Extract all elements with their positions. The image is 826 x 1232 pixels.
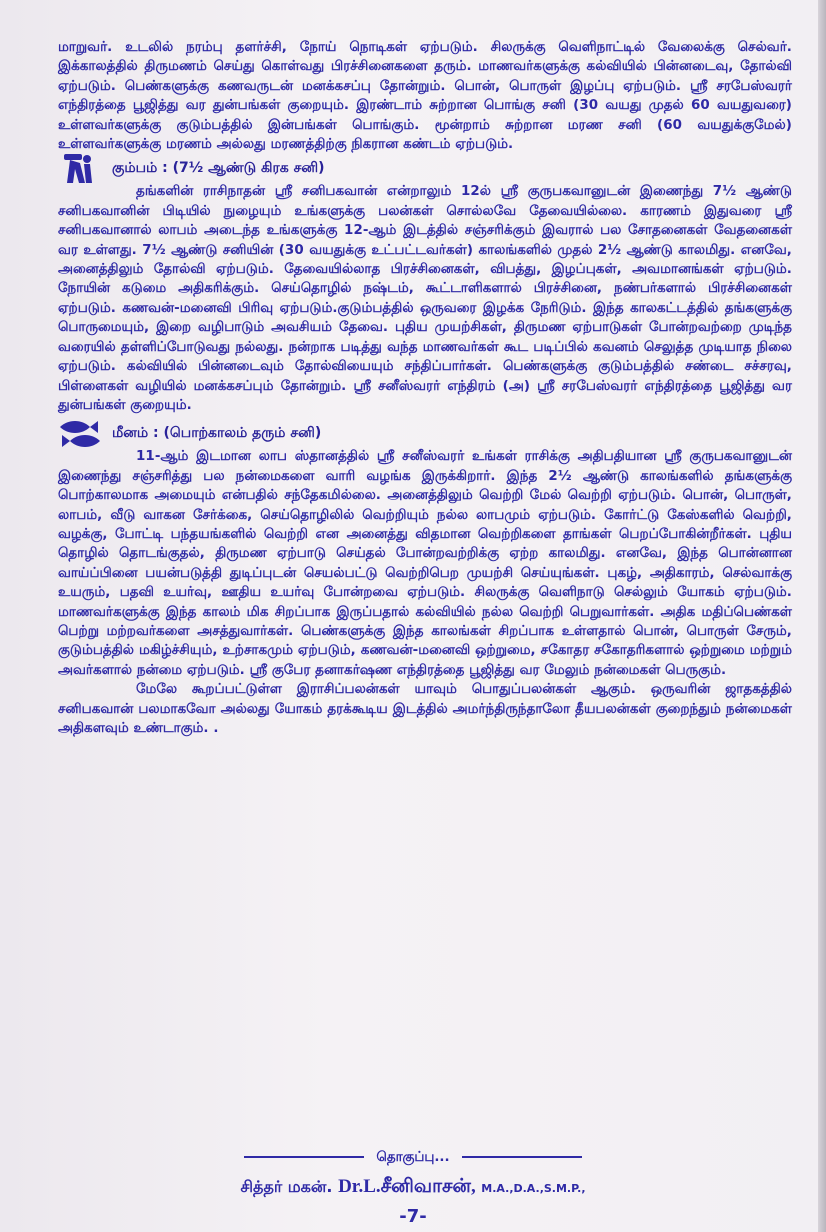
page-edge bbox=[818, 0, 826, 1232]
kumbam-heading-row bbox=[58, 156, 792, 182]
kumbam-heading: கும்பம் : (7½ ஆண்டு கிரக சனி) bbox=[112, 160, 325, 177]
closing-paragraph: மேலே கூறப்பட்டுள்ள இராசிப்பலன்கள் யாவும் பொதுப்பலன்கள் ஆகும். ஒருவரின் ஜாதகத்தில் சனிபகவான் பலமாகவோ அல்லது யோகம் தரக்கூடிய இடத்தில் அமர்ந்திருந்தாலோ தீயபலன்கள் குறைந்தும் நன்மைகள் அதிகளவும் உண்டாகும். . bbox=[58, 682, 792, 736]
intro-paragraph: மாறுவர். உடலில் நரம்பு தளர்ச்சி, நோய் நொடிகள் ஏற்படும். சிலருக்கு வெளிநாட்டில் வேலைக்கு செல்வர். இக்காலத்தில் திருமணம் செய்து கொள்வது பிரச்சினைகளை தரும். மாணவர்களுக்கு கல்வியில் பின்னடைவு, தோல்வி ஏற்படும். பெண்களுக்கு கணவருடன் மனக்கசப்பு தோன்றும். பொன், பொருள் இழப்பு ஏற்படும். ஸ்ரீ சரபேஸ்வரர் எந்திரத்தை பூஜித்து வர துன்பங்கள் குறையும். இரண்டாம் சுற்றான பொங்கு சனி (30 வயது முதல் 60 வயதுவரை) உள்ளவர்களுக்கு குடும்பத்தில் இன்பங்கள் பொங்கும். மூன்றாம் சுற்றான மரண சனி (60 வயதுக்குமேல்) உள்ளவர்களுக்கு மரணம் அல்லது மரணத்திற்கு நிகரான கண்டம் ஏற்படும். bbox=[58, 40, 792, 153]
pisces-fish-icon bbox=[58, 416, 102, 452]
compiled-label: தொகுப்பு... bbox=[376, 1150, 450, 1165]
author-degrees: M.A.,D.A.,S.M.P., bbox=[481, 1182, 586, 1195]
rule-left bbox=[244, 1156, 364, 1158]
compiled-line bbox=[0, 1150, 826, 1166]
author-prefix: சித்தர் மகன். bbox=[240, 1177, 333, 1196]
meenam-heading-row bbox=[58, 421, 792, 447]
meenam-paragraph: 11-ஆம் இடமான லாப ஸ்தானத்தில் ஸ்ரீ சனீஸ்வரர் உங்கள் ராசிக்கு அதிபதியான ஸ்ரீ குருபகவானுடன் இணைந்து சஞ்சரித்து பல நன்மைகளை வாரி வழங்க இருக்கிறார். இந்த 2½ ஆண்டு காலங்களில் தங்களுக்கு பொற்காலமாக அமையும் என்பதில் சந்தேகமில்லை. அனைத்திலும் வெற்றி மேல் வெற்றி ஏற்படும். பொன், பொருள், லாபம், வீடு வாகன சேர்க்கை, செய்தொழிலில் வெற்றியும் நல்ல லாபமும் ஏற்படும். கோர்ட்டு கேஸ்களில் வெற்றி, வழக்கு, போட்டி பந்தயங்களில் வெற்றி என அனைத்து விதமான வெற்றிகளை தாங்கள் பெறப்போகின்றீர்கள். புதிய தொழில் தொடங்குதல், திருமண ஏற்பாடு செய்தல் போன்றவற்றிக்கு ஏற்ற காலமிது. எனவே, இந்த பொன்னான வாய்ப்பினை பயன்படுத்தி துடிப்புடன் செயல்பட்டு வெற்றிபெற முயற்சி செய்யுங்கள். புகழ், அதிகாரம், செல்வாக்கு உயரும், பதவி உயர்வு, ஊதிய உயர்வு போன்றவை ஏற்படும். சிலருக்கு வெளிநாடு செல்லும் யோகம் ஏற்படும். மாணவர்களுக்கு இந்த காலம் மிக சிறப்பாக இருப்பதால் கல்வியில் நல்ல வெற்றி பெறுவார்கள். அதிக மதிப்பெண்கள் பெற்று மற்றவர்களை அசத்துவார்கள். பெண்களுக்கு இந்த காலங்கள் சிறப்பாக உள்ளதால் பொன், பொருள் சேரும், குடும்பத்தில் மகிழ்ச்சியும், உற்சாகமும் ஏற்படும், கணவன்-மனைவி ஒற்றுமை, சகோதர சகோதரிகளால் ஒற்றுமை மற்றும் அவர்களால் நன்மை ஏற்படும். ஸ்ரீ குபேர தனாகர்ஷண எந்திரத்தை பூஜித்து வர மேலும் நன்மைகள் பெருகும். bbox=[58, 449, 792, 678]
text-column bbox=[58, 38, 792, 738]
author-name: Dr.L.சீனிவாசன், bbox=[338, 1176, 476, 1197]
meenam-heading: மீனம் : (பொற்காலம் தரும் சனி) bbox=[112, 425, 322, 442]
kumbam-paragraph: தங்களின் ராசிநாதன் ஸ்ரீ சனிபகவான் என்றாலும் 12ல் ஸ்ரீ குருபகவானுடன் இணைந்து 7½ ஆண்டு சனிபகவானின் பிடியில் நுழையும் உங்களுக்கு பலன்கள் சொல்லவே தேவையில்லை. காரணம் இதுவரை ஸ்ரீ சனிபகவானால் லாபம் அடைந்த உங்களுக்கு 12-ஆம் இடத்தில் சஞ்சரிக்கும் இவரால் பல சோதனைகள் வேதனைகள் வர உள்ளது. 7½ ஆண்டு சனியின் (30 வயதுக்கு உட்பட்டவர்கள்) காலங்களில் முதல் 2½ ஆண்டு காலமிது. எனவே, அனைத்திலும் தோல்வி ஏற்படும். தேவையில்லாத பிரச்சினைகள், விபத்து, இழப்புகள், அவமானங்கள் ஏற்படும். நோயின் கடுமை அதிகரிக்கும். செய்தொழில் நஷ்டம், கூட்டாளிகளால் பிரச்சினை, நண்பர்களால் பிரச்சினைகள் ஏற்படும். கணவன்-மனைவி பிரிவு ஏற்படும்.குடும்பத்தில் ஒருவரை இழக்க நேரிடும். இந்த காலகட்டத்தில் தங்களுக்கு பொருமையும், இறை வழிபாடும் அவசியம் தேவை. புதிய முயற்சிகள், திருமண ஏற்பாடுகள் போன்றவற்றை முடிந்த வரையில் தள்ளிப்போடுவது நல்லது. நன்றாக படித்து வந்த மாணவர்கள் கூட படிப்பில் கவனம் செலுத்த முடியாத நிலை ஏற்படும். கல்வியில் பின்னடைவும் தோல்வியையும் சந்திப்பார்கள். பெண்களுக்கு குடும்பத்தில் சண்டை சச்சரவு, பிள்ளைகள் வழியில் மனக்கசப்பும் தோன்றும். ஸ்ரீ சனீஸ்வரர் எந்திரம் (அ) ஸ்ரீ சரபேஸ்வரர் எந்திரத்தை பூஜித்து வர துன்பங்கள் குறையும். bbox=[58, 184, 792, 413]
rule-right bbox=[462, 1156, 582, 1158]
page-number: -7- bbox=[399, 1206, 427, 1227]
aquarius-water-bearer-icon bbox=[58, 151, 102, 187]
author-line bbox=[0, 1176, 826, 1200]
